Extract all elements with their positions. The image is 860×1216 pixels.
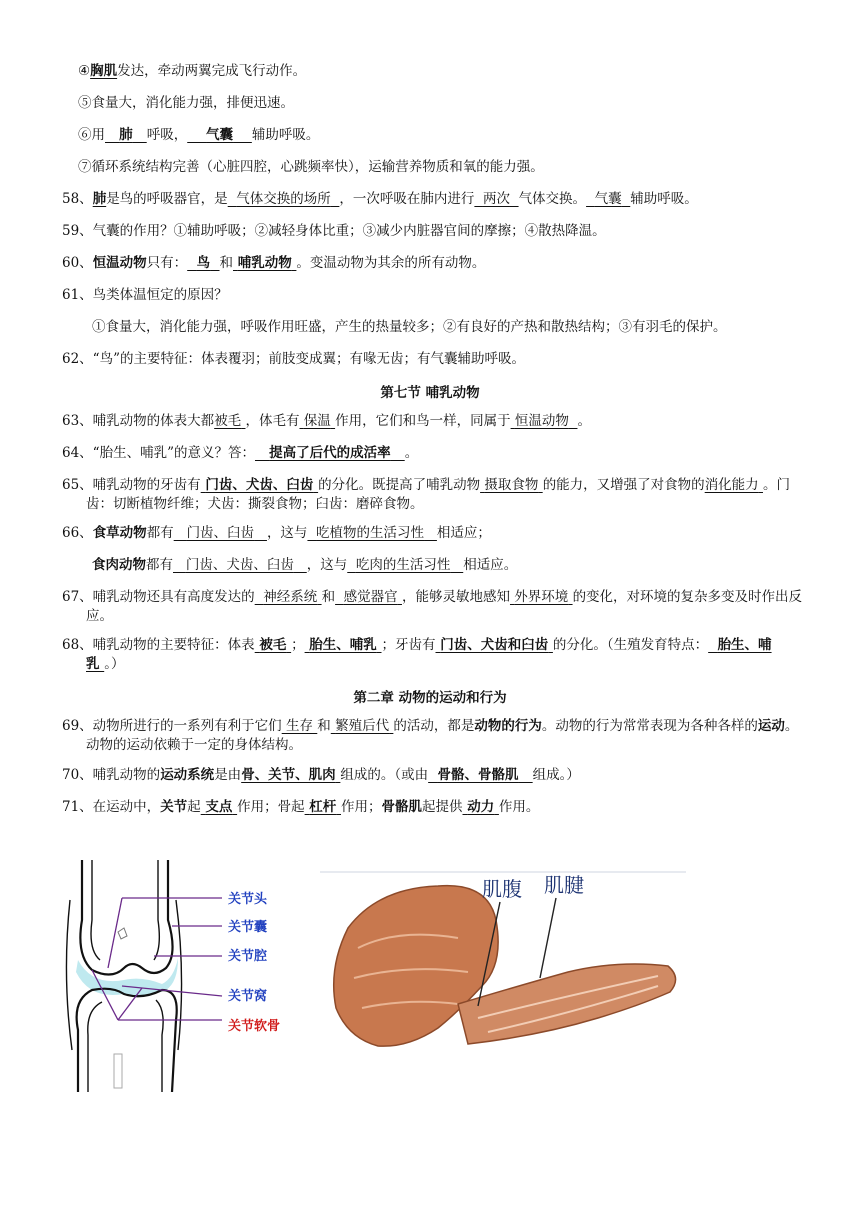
bold-term: 运动系统 [160, 767, 215, 783]
item-58: 58、肺是鸟的呼吸器官，是 气体交换的场所 ，一次呼吸在肺内进行 两次 气体交换。 气囊 辅助呼吸。 [62, 191, 698, 207]
label-joint-cartilage: 关节软骨 [228, 1019, 281, 1034]
capsule-line [176, 900, 182, 1050]
bold-term: 食草动物 [92, 525, 147, 541]
answer-blank: 动力 [467, 799, 495, 815]
answer-blank: 胎生、哺乳 [309, 637, 377, 653]
section-heading: 第七节 哺乳动物 [380, 385, 480, 401]
line-5: ⑤食量大，消化能力强，排便迅速。 [78, 95, 294, 111]
item-67: 67、哺乳动物还具有高度发达的 神经系统 和 感觉器官 ，能够灵敏地感知 外界环境 的变化，对环境的复杂多变及时作出反应。 [62, 589, 803, 624]
texture-mark [114, 1054, 122, 1088]
answer-blank: 被毛 [214, 413, 242, 429]
answer-blank: 两次 [482, 191, 510, 207]
item-61: 61、鸟类体温恒定的原因？ [62, 287, 228, 303]
answer-blank: 气体交换的场所 [236, 191, 331, 207]
text: 呼吸， [146, 127, 188, 143]
bold-term: 运动 [757, 718, 785, 734]
capsule-line [66, 900, 72, 1050]
item-65: 65、哺乳动物的牙齿有 门齿、犬齿、臼齿 的分化。既提高了哺乳动物 摄取食物 的能力，又增强了对食物的消化能力 。门齿：切断植物纤维；犬齿：撕裂食物；臼齿：磨碎食物。 [62, 477, 790, 512]
skeletal-muscle-illustration [318, 868, 690, 1060]
answer-blank: 杠杆 [309, 799, 337, 815]
item-59: 59、气囊的作用？①辅助呼吸；②减轻身体比重；③减少内脏器官间的摩擦；④散热降温。 [62, 223, 606, 239]
knee-joint-diagram [62, 860, 302, 1092]
item-64: 64、“胎生、哺乳”的意义？答： 提高了后代的成活率 。 [62, 445, 419, 461]
answer-blank: 胎生、哺乳 [86, 637, 772, 672]
answer-blank: 肺 [119, 127, 133, 143]
answer-blank: 哺乳动物 [237, 255, 292, 271]
item-70: 70、哺乳动物的运动系统是由骨、关节、肌肉 组成的。（或由 骨骼、骨骼肌 组成。） [62, 767, 580, 783]
texture-mark [118, 928, 127, 939]
text: 发达，牵动两翼完成飞行动作。 [117, 63, 307, 79]
answer-blank: 气囊 [206, 127, 234, 143]
answer-blank: 生存 [285, 718, 313, 734]
answer-blank: 肺 [92, 191, 107, 207]
answer-blank: 感觉器官 [343, 589, 398, 605]
answer-blank: 保温 [303, 413, 331, 429]
answer-blank: 被毛 [259, 637, 287, 653]
bold-term: 恒温动物 [92, 255, 147, 271]
femur-outline [80, 860, 172, 975]
line-4 [78, 62, 804, 81]
answer-blank: 提高了后代的成活率 [269, 445, 391, 461]
tibia-inner-line [156, 1000, 163, 1092]
answer-blank: 吃肉的生活习性 [355, 557, 451, 573]
label-joint-capsule: 关节囊 [228, 920, 268, 935]
label-joint-cavity: 关节腔 [228, 949, 268, 964]
answer-blank: 外界环境 [514, 589, 569, 605]
answer-blank: 吃植物的生活习性 [316, 525, 425, 541]
answer-blank: 支点 [205, 799, 233, 815]
label-joint-socket: 关节窝 [228, 989, 268, 1004]
item-68: 68、哺乳动物的主要特征：体表 被毛 ； 胎生、哺乳 ；牙齿有 门齿、犬齿和臼齿 的分化。（生殖发育特点： 胎生、哺乳 。） [62, 637, 772, 672]
pointer-line [540, 898, 556, 978]
item-60: 60、恒温动物只有： 鸟 和 哺乳动物 。变温动物为其余的所有动物。 [62, 255, 486, 271]
item-63: 63、哺乳动物的体表大都被毛 ，体毛有 保温 作用，它们和鸟一样，同属于 恒温动物 。 [62, 413, 591, 429]
label-muscle-belly: 肌腹 [482, 877, 522, 901]
label-joint-head: 关节头 [228, 892, 268, 907]
item-62: 62、“鸟”的主要特征：体表覆羽；前肢变成翼；有喙无齿；有气囊辅助呼吸。 [62, 351, 525, 367]
line-6 [78, 126, 804, 145]
answer-blank: 消化能力 [704, 477, 759, 493]
leader-line [108, 898, 122, 968]
answer-blank: 鸟 [196, 255, 211, 271]
answer-blank: 胸肌 [90, 63, 118, 79]
item-66-b: 食肉动物都有 门齿、犬齿、臼齿 ，这与 吃肉的生活习性 相适应。 [92, 557, 518, 573]
bold-term: 骨骼肌 [381, 799, 422, 815]
answer-blank: 门齿、犬齿、臼齿 [185, 557, 294, 573]
bold-term: 食肉动物 [92, 557, 146, 573]
text: 辅助呼吸。 [251, 127, 320, 143]
bold-term: 动物的行为 [474, 718, 542, 734]
answer-blank: 繁殖后代 [335, 718, 390, 734]
answer-blank: 恒温动物 [514, 413, 569, 429]
text: ⑥用 [78, 127, 105, 143]
femur-inner-line [91, 860, 100, 960]
answer-blank: 神经系统 [263, 589, 318, 605]
label-tendon: 肌腱 [544, 873, 584, 897]
item-69: 69、动物所进行的一系列有利于它们 生存 和 繁殖后代 的活动，都是动物的行为。动物的行为常常表现为各种各样的运动。动物的运动依赖于一定的身体结构。 [62, 718, 799, 753]
answer-blank: 骨、关节、肌肉 [241, 767, 336, 783]
item-71: 71、在运动中，关节起 支点 作用；骨起 杠杆 作用；骨骼肌起提供 动力 作用。 [62, 799, 540, 815]
answer-blank: 门齿、臼齿 [186, 525, 255, 541]
answer-blank: 门齿、犬齿和臼齿 [440, 637, 549, 653]
answer-blank: 气囊 [594, 191, 622, 207]
bold-term: 关节 [160, 799, 188, 815]
answer-blank: 门齿、犬齿、臼齿 [205, 477, 314, 493]
femur-inner-line [154, 860, 159, 960]
item-66: 66、食草动物都有 门齿、臼齿 ，这与 吃植物的生活习性 相适应； [62, 525, 491, 541]
line-7: ⑦循环系统结构完善（心脏四腔，心跳频率快），运输营养物质和氧的能力强。 [78, 159, 544, 175]
tibia-inner-line [88, 1002, 102, 1092]
chapter-heading: 第二章 动物的运动和行为 [353, 690, 507, 706]
answer-blank: 摄取食物 [484, 477, 539, 493]
answer-blank: 骨骼、骨骼肌 [437, 767, 519, 783]
item-61-answer: ①食量大，消化能力强，呼吸作用旺盛，产生的热量较多；②有良好的产热和散热结构；③有羽毛的保护。 [92, 319, 727, 335]
list-number: ④ [78, 63, 91, 79]
